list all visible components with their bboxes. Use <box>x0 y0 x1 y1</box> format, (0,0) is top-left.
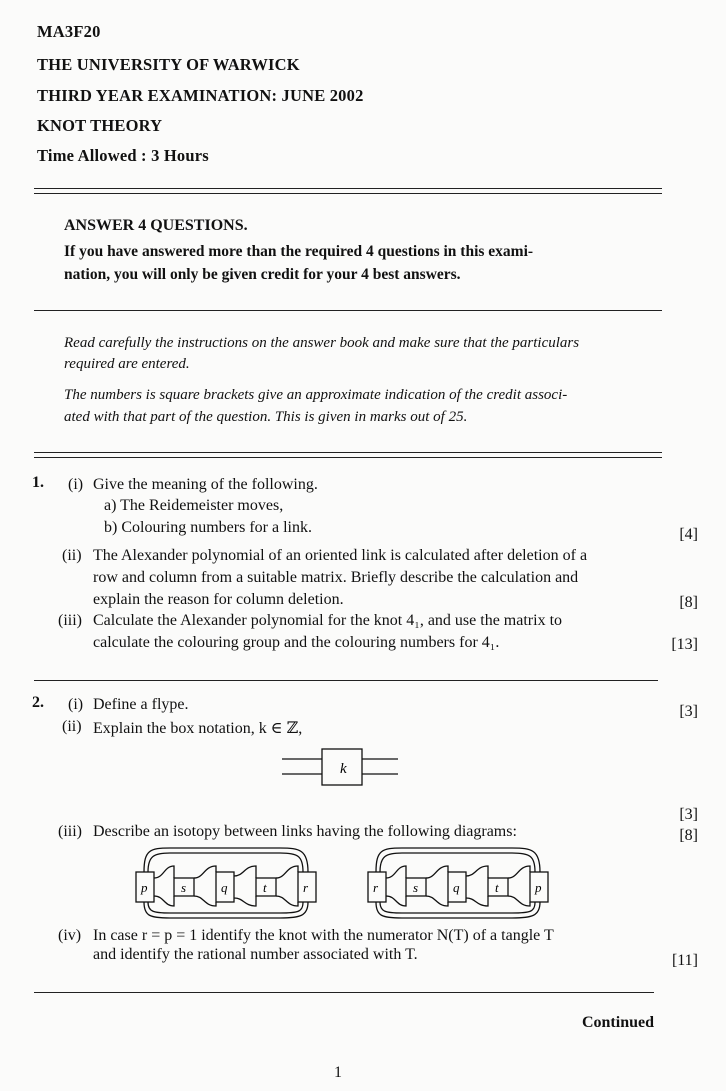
box-notation-diagram <box>282 747 402 789</box>
divider <box>34 310 662 311</box>
mark: [3] <box>679 806 698 823</box>
part-label: (i) <box>68 696 84 713</box>
divider <box>34 452 662 453</box>
tangle-label: p <box>535 880 542 895</box>
part-label: (ii) <box>62 718 82 735</box>
q1-part-iii-line2: calculate the colouring group and the colouring numbers for 4₁. <box>93 634 500 651</box>
tangle-label: s <box>413 880 419 895</box>
divider <box>34 188 662 189</box>
mark: [3] <box>679 703 698 720</box>
tangle-diagram-1 <box>130 844 322 920</box>
university-name: THE UNIVERSITY OF WARWICK <box>37 55 300 74</box>
continued-label: Continued <box>581 1014 654 1031</box>
tangle-label: s <box>181 880 187 895</box>
q2-part-iii-text: Describe an isotopy between links having the following diagrams: <box>93 823 517 840</box>
mark: [8] <box>679 827 698 844</box>
numbers-note-line2: ated with that part of the question. This is given in marks out of 25. <box>64 409 468 425</box>
divider <box>34 457 662 458</box>
tangle-label: r <box>373 880 379 895</box>
part-label: (iv) <box>58 927 82 944</box>
q1-item-b: b) Colouring numbers for a link. <box>104 519 312 536</box>
subject-title: KNOT THEORY <box>37 116 163 135</box>
q1-part-i-text: Give the meaning of the following. <box>93 476 318 493</box>
mark: [13] <box>671 636 698 653</box>
tangle-label: q <box>453 880 460 895</box>
tangle-label: t <box>263 880 267 895</box>
q1-part-ii-line1: The Alexander polynomial of an oriented link is calculated after deletion of a <box>93 547 588 564</box>
divider <box>34 992 654 993</box>
question-number: 2. <box>32 694 44 711</box>
read-note-line1: Read carefully the instructions on the answer book and make sure that the particulars <box>64 335 580 351</box>
q2-part-iv-line2: and identify the rational number associated with T. <box>93 946 418 963</box>
credit-note-line1: If you have answered more than the required 4 questions in this exami- <box>64 243 534 260</box>
tangle-label: q <box>221 880 228 895</box>
tangle-label: r <box>303 880 309 895</box>
numbers-note-line1: The numbers is square brackets give an approximate indication of the credit associ- <box>64 387 568 403</box>
mark: [4] <box>679 526 698 543</box>
tangle-diagram-2 <box>362 844 554 920</box>
exam-title: THIRD YEAR EXAMINATION: JUNE 2002 <box>37 86 364 105</box>
divider <box>34 680 658 681</box>
q1-item-a: a) The Reidemeister moves, <box>104 497 284 514</box>
course-code: MA3F20 <box>37 22 101 41</box>
part-label: (iii) <box>58 612 82 629</box>
read-note-line2: required are entered. <box>64 356 190 372</box>
part-label: (i) <box>68 476 84 493</box>
part-label: (iii) <box>58 823 82 840</box>
tangle-label: t <box>495 880 499 895</box>
time-allowed: Time Allowed : 3 Hours <box>37 146 209 165</box>
page-number: 1 <box>334 1064 342 1081</box>
part-label: (ii) <box>62 547 82 564</box>
tangle-label: p <box>141 880 148 895</box>
credit-note-line2: nation, you will only be given credit for your 4 best answers. <box>64 266 461 283</box>
answer-instruction: ANSWER 4 QUESTIONS. <box>64 217 248 234</box>
mark: [11] <box>671 952 698 969</box>
question-number: 1. <box>32 474 44 491</box>
q1-part-ii-line2: row and column from a suitable matrix. Briefly describe the calculation and <box>93 569 579 586</box>
q2-part-i-text: Define a flype. <box>93 696 189 713</box>
q1-part-iii-line1: Calculate the Alexander polynomial for the knot 4₁, and use the matrix to <box>93 612 563 629</box>
box-label: k <box>340 761 347 777</box>
q1-part-ii-line3: explain the reason for column deletion. <box>93 591 344 608</box>
mark: [8] <box>679 594 698 611</box>
divider <box>34 193 662 194</box>
q2-part-iv-line1: In case r = p = 1 identify the knot with the numerator N(T) of a tangle T <box>93 927 554 944</box>
q2-part-ii-text: Explain the box notation, k ∈ ℤ, <box>93 720 303 737</box>
